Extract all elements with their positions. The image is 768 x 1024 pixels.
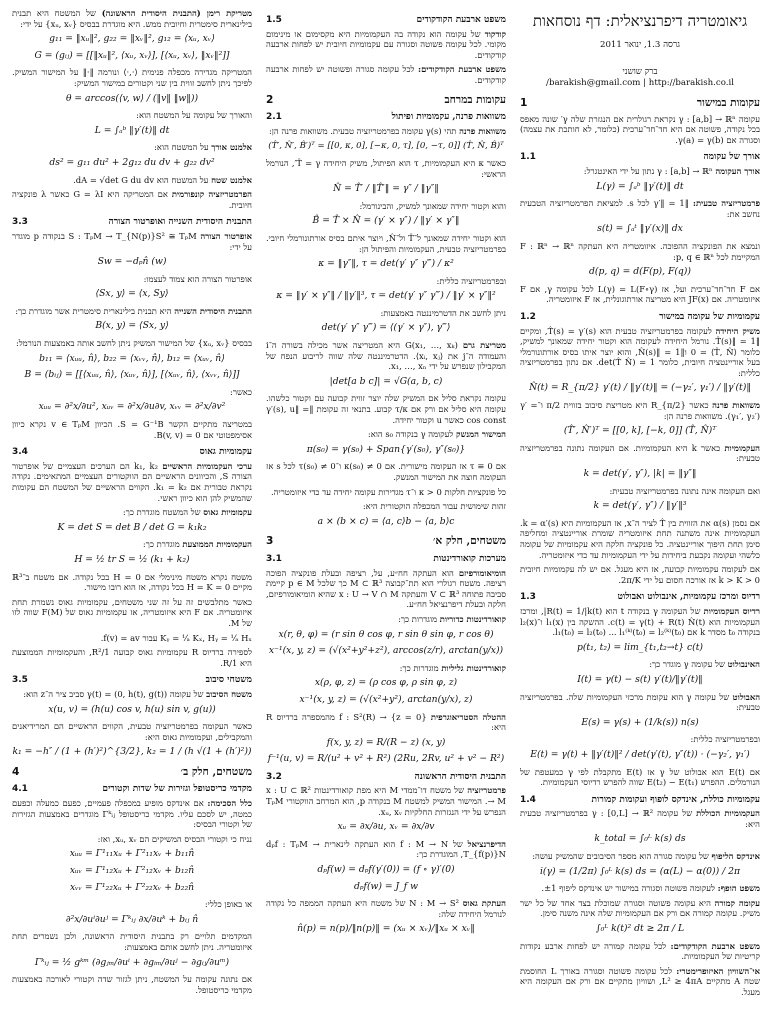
paragraph-text: של המשטח היא תבנית בילינארית סימטרית וחיובית ממש. היא מוגדרת בבסיס {xᵤ, xᵥ} על ידי: [12, 8, 252, 29]
defined-term: רדיוס העקמומיות [703, 605, 760, 616]
paragraph [12, 931, 252, 952]
page-title: גיאומטריה דיפרנציאלית: דף נוסחאות [532, 12, 748, 30]
paragraph-text: במטריצה מתקיים הקשר S = G⁻¹B. הכיוון v ∈ TₚM נקרא כיוון אסימפטוטי אם B(v, v) = 0. [12, 419, 252, 440]
defined-term: אינדקס הליפוף [711, 851, 760, 862]
paragraph-text: של העקומה γ בנקודה t הוא R(t) = 1/|k(t)|, ומרכז העקמומיות הוא c(t) = γ(t) + R(t) N̂(t). ההשקה בין l₁(x) ו־l₂(x) בנקודה t₀ מסדר k אם l₁(t₀) = l₂(t₀) ... l₁⁽ᵏ⁾(t₀) = l₂⁽ᵏ⁾(t₀). [520, 605, 760, 638]
display-formula: π(s₀) = γ(s₀) + Span{γ′(s₀), γ″(s₀)} [306, 443, 466, 455]
paragraph [266, 839, 506, 860]
section-heading [266, 536, 506, 547]
paragraph-text: של f : M → N הוא העתקה לינארית dₚf : TₚM → T_{f(p)}N, המוגדרת כך: [266, 838, 506, 860]
display-formula: Γᵏᵢⱼ = ½ gᵏᵐ (∂gⱼₘ/∂uⁱ + ∂gᵢₘ/∂uʲ − ∂gᵢⱼ/∂uᵐ) [34, 956, 230, 968]
paragraph-text: של המשטח מוגדרת כך: [122, 507, 201, 518]
display-formula: p(t₁, t₂) = lim_{t₁,t₂→t} c(t) [576, 641, 704, 653]
display-formula: xᵤ = ∂x/∂u, xᵥ = ∂x/∂v [337, 821, 435, 833]
display-formula: (T̂′, N̂′)ᵀ = [[0, k], [−k, 0]] (T̂, N̂)ᵀ [563, 425, 717, 437]
paragraph [12, 306, 252, 317]
paragraph [266, 461, 506, 482]
paragraph [520, 443, 760, 464]
defined-term: משפט הופף: [717, 883, 760, 894]
column-right [520, 8, 760, 1016]
display-formula: ∂²x/∂uⁱ∂uʲ = Γᵏᵢⱼ ∂x/∂uᵏ + bᵢⱼ n̂ [65, 913, 199, 925]
paragraph [12, 597, 252, 629]
paragraph [12, 721, 252, 742]
display-formula: E(t) = γ(t) + ‖γ′(t)‖² / det(γ′(t), γ″(t)) · (−γ₂′, γ₁′) [530, 748, 750, 760]
heading-number: 3 [266, 535, 274, 548]
paragraph-text: מוגדרות כך: [399, 662, 439, 673]
paragraph [520, 400, 760, 421]
paragraph-text: Kᵧ = ⅟ₐ Kₓ, Hᵧ = ⅟ₐ Hₓ עבור f(v) = av. [100, 632, 252, 643]
paragraph-text: אם לעקומה עקמומיות קבועה, אז היא מעגל. אם יש לה עקמומיות חיובית k > K > 0 אז אורכה חסום על ידי 2π/K. [520, 564, 760, 585]
defined-term: משפט ארבעת הקודקודים: [417, 64, 506, 75]
paragraph [520, 898, 760, 919]
paragraph [266, 487, 506, 498]
display-formula: dₚf(w) = dₚf(γ′(0)) = (f ∘ γ)′(0) [317, 864, 455, 876]
paragraph-text: אם τ ≡ 0 אז העקומה מישורית. אם κ(s₀) ≠ 0 ו־τ(s₀) ≠ 0 לכל s אז העקומה חוצה את המישור המנשק. [266, 461, 506, 482]
paragraph-text: N : M → S² של משטח היא העתקה הממפה כל נקודה לנורמל היחידה שלה: [266, 898, 506, 919]
heading-title: עקמומיות גאוס [199, 447, 252, 458]
paragraph-text: אם F חד־חד־ערכית ועל, אז L(γ) = L(F∘γ) לכל עקומה γ, אם F איזומטריה. אם JF(x) היא מטריצה אורתוגונלית, אז F איזומטריה. [520, 283, 760, 305]
paragraph-text: ואם העקומה אינה נתונה בפרמטריזציה טבעית: [609, 485, 760, 496]
paragraph-text: אופרטור הצורה הוא צמוד לעצמו: [143, 273, 252, 284]
paragraph [520, 241, 760, 262]
display-formula: k_total = ∫₀ᴸ k(s) ds [594, 833, 686, 845]
display-formula: H = ½ tr S = ½ (k₁ + k₂) [74, 553, 190, 565]
paragraph-text: ניתן לחשב את הדטרמיננטה באמצעות: [380, 307, 506, 318]
paragraph-text: כל פונקציות חלקות κ > 0 ו־τ מגדירות עקומה יחידה עד כדי איזומטריה. [271, 486, 506, 497]
display-formula: κ = ‖γ″‖, τ = det(γ′ γ″ γ‴) / κ² [318, 258, 454, 270]
display-formula: ds² = g₁₁ du² + 2g₁₂ du dv + g₂₂ dv² [49, 156, 215, 168]
paragraph [266, 785, 506, 817]
paragraph [520, 564, 760, 585]
paragraph-text: G(x₁, …, xₖ) היא המטריצה אשר מכילה בשורה ה־i והעמודה ה־j את ⟨xᵢ, xⱼ⟩. הדטרמיננטה שלה שווה לריבוע הנפח של המקבילון שנפרש על ידי x₁, …, xₙ. [266, 340, 506, 372]
subsection-heading [520, 152, 760, 163]
author-contact[interactable]: barakish@gmail.com | http://barakish.co.il/ [546, 78, 734, 88]
defined-term: אלמנט שטח [211, 174, 252, 185]
paragraph-text: מוגדרות כך: [398, 613, 438, 624]
paragraph [266, 898, 506, 919]
paragraph [12, 387, 252, 398]
paragraph [266, 308, 506, 319]
heading-number: 1.4 [520, 794, 536, 805]
section-heading [266, 95, 506, 106]
heading-title: משטחי סיבוב [205, 675, 252, 686]
display-formula: ⟨Sx, y⟩ = ⟨x, Sy⟩ [95, 288, 169, 300]
column-middle [266, 8, 506, 1016]
paragraph-text: על המשטח הוא dA = √det G du dv. [73, 174, 209, 185]
display-formula: ∫₀ᴸ k(t)² dt ≥ 2π / L [595, 923, 685, 935]
subsection-heading [12, 217, 252, 228]
paragraph-text: זהות שימושית עבור המכפלה הוקטורית היא: [362, 501, 506, 512]
defined-term: עקמומיות גאוס [203, 507, 252, 518]
paragraph [520, 284, 760, 305]
paragraph-text: γ : [a,b] → ℝⁿ נתון על ידי האינטגרל: [583, 165, 713, 176]
paragraph-text: ובפרמטריזציה כללית: [690, 734, 760, 745]
paragraph [12, 798, 252, 830]
defined-term: העקמומיות הכוללת [696, 808, 760, 819]
paragraph-text: לעקומה בפרמטריזציה טבעית הוא T̂(s) = γ′(s), ומקיים ‖T̂(s)‖ = 1. נורמל היחידה לעקומה הוא וקטור יחידה שמאונך למשיק, כלומר ⟨T̂, N̂⟩ = 0 ו‖N̂(s)‖ = 1, והוא יוצר איתו בסיס אורתונורמלי בעל אוריינטציה חיובית, כלומר det(T̂ N̂) = 1. אם נתון בפרמטריזציה כללית: [520, 325, 760, 378]
display-formula: det(γ′ γ″ γ‴) = ⟨(γ′ × γ″), γ‴⟩ [321, 322, 451, 334]
paragraph-text: והוא וקטור יחידה שמאונך למשיק, והבינורמל: [359, 200, 506, 211]
heading-number: 1.1 [520, 152, 536, 163]
heading-number: 1.3 [520, 592, 536, 603]
defined-term: הומיאומורפיזם [458, 567, 506, 578]
heading-number: 1 [520, 97, 528, 109]
heading-title: מקדמי כריסטופל וגזירות של שדות וקטורים [102, 784, 252, 795]
defined-term: העקמומיות הממוצעת [182, 539, 252, 550]
defined-term: אי־השוויון האיזופרימטרי: [676, 965, 760, 976]
display-formula: k₁ = −h″ / (1 + (h′)²)^{3/2}, k₂ = 1 / (h √(1 + (h′)²)) [12, 746, 252, 758]
paragraph [12, 338, 252, 349]
heading-number: 2.1 [266, 112, 282, 123]
display-formula: k = det(γ′, γ″) / ‖γ′‖³ [593, 500, 687, 512]
heading-title: התבנית היסודית הראשונה [414, 771, 506, 782]
display-formula: f(x, y, z) = R/(R − z) (x, y) [326, 736, 446, 748]
paragraph-text: כאשר: [230, 386, 252, 397]
defined-term: עקומה קמורה [714, 897, 760, 908]
defined-term: משוואות פרנה [712, 400, 760, 411]
heading-number: 3.1 [266, 553, 282, 564]
display-formula: L = ∫ₐᵇ ‖γ′(t)‖ dt [94, 124, 170, 136]
display-formula: b₁₁ = ⟨xᵤᵤ, n̂⟩, b₂₂ = ⟨xᵥᵥ, n̂⟩, b₁₂ = ⟨xᵤᵥ, n̂⟩ [39, 352, 225, 364]
subsection-heading [266, 772, 506, 783]
paragraph [12, 834, 252, 845]
heading-title: משפט ארבעת הקודקודים [416, 15, 506, 25]
defined-term: העקמומיות [724, 442, 760, 453]
heading-title: משטחים, חלק ב׳ [180, 765, 252, 778]
paragraph-text: ונמצא את הפונקציה ההפוכה. איזומטריה היא העתקה F : ℝⁿ → ℝⁿ המקיימת לכל p, q ∈ ℝⁿ: [520, 240, 760, 262]
paragraph [266, 158, 506, 179]
display-formula: x⁻¹(x, y, z) = (√(x²+y²+z²), arccos(z/r), arctan(y/x)) [268, 645, 504, 657]
heading-number: 3.5 [12, 675, 28, 686]
paragraph [12, 110, 252, 121]
defined-term: העתקת גאוס [462, 898, 506, 909]
display-formula: N̂ = T̂′ / ‖T̂′‖ = γ″ / ‖γ″‖ [333, 183, 439, 195]
paragraph [12, 142, 252, 153]
paragraph-text: אם נסמן α(s) את הזווית בין T̂ לציר ה־x, אז העקמומיות היא k = α′(s). העקמומיות אינה משתנה תחת איזומטריה שומרת אוריינטציה ומחליפה סימן תחת היפוך אוריינטציה. כל פונקציה חלקה היא עקמומיות של עקומה כלשהי ועקומה נקבעת ביחידות על ידי העקמומיות עד כדי איזומטריה. [520, 517, 760, 560]
paragraph-text: כאשר κ היא העקמומיות, τ הוא הפיתול, משיק היחידה T̂ = γ′, הנורמל הראשי: [266, 157, 506, 179]
paragraph-text: בבסיס {xᵤ, xᵥ} של המישור המשיק ניתן לחשב אותה באמצעות הנורמל: [15, 338, 252, 349]
paragraph [520, 941, 760, 962]
paragraph-text: עקומה γ : [a,b] → ℝⁿ נקראת רגולרית אם הנגזרת שלה γ′ שונה מאפס בכל נקודה, פשוטה אם היא חד־חד־ערכית (כלומר, לא חותכת את עצמה) וסגורה אם γ(a) = γ(b). [520, 113, 760, 145]
heading-title: אורך של עקומה [703, 152, 760, 163]
paragraph-text: המקדמים תלויים רק בתבנית היסודית הראשונה, ולכן נשמרים תחת איזומטריה. ניתן לחשב אותם באמצעות: [12, 931, 252, 952]
paragraph [266, 614, 506, 625]
paragraph [520, 326, 760, 379]
heading-number: 3.2 [266, 771, 282, 782]
display-formula: x(r, θ, φ) = (r sin θ cos φ, r sin θ sin φ, r cos θ) [278, 628, 494, 640]
defined-term: אופרטור הצורה [200, 230, 252, 241]
paragraph [520, 808, 760, 829]
paragraph-text: והאורך של עקומה על המשטח הוא: [136, 110, 252, 121]
paragraph [520, 486, 760, 497]
subsection-heading [266, 15, 506, 26]
paragraph [12, 175, 252, 186]
paragraph-text: אם E(t) הוא אבולוט של γ אז E(t) מתקבלת לפי γ כמעטפת של הנורמלים. ההפרש E(t₂) − E(t₁) שווה להפרש רדיוסי העקמומיות. [520, 766, 760, 788]
defined-term: ההטלה הסטריאוגרפית [430, 711, 506, 722]
paragraph-text: הוא העתקה חח״ע, על, רציפה ובעלת פונקציה הפוכה רציפה. משטח רגולרי הוא תת־קבוצה M ⊂ ℝ³ כך שלכל p ∈ M קיימת סביבה פתוחה V ⊂ ℝ³ והעתקה x : U → V ∩ M שהיא הומיאומורפיזם, חלקה ובעלת דיפרנציאל חח״ע. [266, 567, 506, 610]
paragraph [12, 189, 252, 210]
paragraph [12, 689, 252, 700]
display-formula: xᵥᵥ = Γ¹₂₂xᵤ + Γ²₂₂xᵥ + b₂₂n̂ [69, 881, 195, 893]
paragraph-text: משטח נקרא משטח מינימלי אם H = 0 בכל נקודה. אם משטח ב־ℝ³ מקיים H = K = 0 בכל נקודה, אז הוא רובו מישור. [12, 571, 252, 593]
defined-term: קואורדינטות גליליות [441, 662, 506, 673]
display-formula: dₚf(w) = J_f w [354, 880, 418, 892]
heading-title: עקמומיות של עקומה במישור [659, 311, 760, 322]
heading-title: עקומות במישור [696, 97, 760, 109]
paragraph [266, 64, 506, 85]
display-formula: E(s) = γ(s) + (1/k(s)) n(s) [581, 716, 699, 728]
paragraph [12, 419, 252, 440]
display-formula: L(γ) = ∫ₐᵇ ‖γ′(t)‖ dt [596, 180, 684, 192]
paragraph [266, 712, 506, 733]
display-formula: g₁₁ = ‖xᵤ‖², g₂₂ = ‖xᵥ‖², g₁₂ = ⟨xᵤ, xᵥ⟩ [49, 33, 215, 45]
heading-number: 1.2 [520, 311, 536, 322]
paragraph [520, 606, 760, 638]
paragraph-text: הוא וקטור יחידה שמאונך ל־T̂ ול־N̂, ויוצר איתם בסיס אורתונורמלי חיובי. בפרמטריזציה טבעית, העקמומיות והפיתול הן: [266, 232, 506, 254]
paragraph [12, 572, 252, 593]
paragraph-text: ‖γ′‖ = 1 לכל s. למציאת הפרמטריזציה הטבעית נחשב את: [520, 198, 760, 219]
display-formula: a × (b × c) = ⟨a, c⟩b − ⟨a, b⟩c [317, 515, 455, 527]
display-formula: θ = arccos(⟨v, w⟩ / (‖v‖ ‖w‖)) [65, 92, 199, 104]
subsection-heading [520, 312, 760, 323]
heading-number: 2 [266, 93, 274, 106]
display-formula: B̂ = T̂ × N̂ = (γ′ × γ″) / ‖γ′ × γ″‖ [312, 215, 460, 227]
display-formula: B = (bᵢⱼ) = [[⟨xᵤᵤ, n̂⟩, ⟨xᵤᵥ, n̂⟩], [⟨xᵤᵥ, n̂⟩, ⟨xᵥᵥ, n̂⟩]] [24, 369, 240, 381]
paragraph [520, 114, 760, 146]
version-line: גרסה 1.3, ינואר 2011 [600, 40, 680, 50]
paragraph-text: של עקומה γ מוגדר כך: [649, 659, 725, 670]
defined-term: מטריצת גרם [462, 340, 506, 351]
paragraph [12, 633, 252, 644]
display-formula: (T̂′, N̂′, B̂′)ᵀ = [[0, κ, 0], [−κ, 0, τ], [0, −τ, 0]] (T̂, N̂, B̂)ᵀ [268, 141, 504, 152]
display-formula: xᵤᵤ = Γ¹₁₁xᵤ + Γ²₁₁xᵥ + b₁₁n̂ [69, 848, 195, 860]
defined-term: אורך העקומה [715, 165, 760, 176]
defined-term: האבולוט [732, 691, 760, 702]
paragraph-text: כאשר R_{π/2} היא מטריצת סיבוב בזווית π/2 ו־γ′ = (γ₁′, γ₂′). משוואות פרנה הן: [520, 400, 760, 421]
display-formula: x(ρ, φ, z) = (ρ cos φ, ρ sin φ, z) [314, 677, 458, 689]
paragraph-text: או באופן כללי: [204, 899, 252, 910]
heading-number: 1.5 [266, 15, 282, 25]
paragraph [12, 539, 252, 550]
paragraph-text: עקומה נקראת סליל אם המשיק שלה יוצר זווית קבועה עם וקטור כלשהו. עקומה היא סליל אם ורק אם τ/κ קבוע. בתנאי זה עקומת ‖γ′(s), u‖ = cos const כאשר u וקטור יחידה. [266, 393, 506, 425]
display-formula: d(p, q) = d(F(p), F(q)) [589, 266, 691, 278]
paragraph [520, 966, 760, 998]
paragraph-text: המטריקה מגדירה מכפלה פנימית ⟨·,·⟩ ונורמה ‖·‖ על המישור המשיק. לפיכך ניתן לחשב זווית בין שני וקטורים במישור המשיק: [12, 67, 252, 88]
paragraph [520, 659, 760, 670]
display-formula: K = det S = det B / det G = k₁k₂ [57, 521, 207, 533]
defined-term: פרמטריזציה [467, 785, 506, 796]
defined-term: אלמנט אורך [211, 142, 252, 153]
paragraph-text: תהי γ(s) עקומה בפרמטריזציה טבעית. משוואות פרנה הן: [268, 125, 457, 136]
paragraph [266, 233, 506, 254]
paragraph [12, 647, 252, 668]
column-left [12, 8, 252, 1016]
paragraph [266, 663, 506, 674]
defined-term: כלל הסכימה: [207, 798, 252, 809]
paragraph-text: היא עקומה פשוטה וסגורה שמוכלת בצד אחד של כל ישר משיק. עקומה קמורה אם ורק אם העקמומיות שלה אינה משנה סימן. [520, 897, 760, 919]
subsection-heading [12, 784, 252, 795]
display-formula: s(t) = ∫ₐᵗ ‖γ′(x)‖ dx [597, 223, 683, 235]
paragraph-text: לכל עקומה פשוטה וסגורה באורך L החוסמת שטח A מתקיים L² ≥ 4πA, ושוויון מתקיים אם ורק אם העקומה היא מעגל. [520, 965, 760, 997]
paragraph-text: כאשר מתלבשים זה על זה שני משטחים, עקמומיות גאוס נשמרת תחת איזומטריה. אם F היא איזומטריה, אז עקמומיות גאוס של F(M) שווה לזו של M. [12, 596, 252, 628]
paragraph-text: של עקומה סגורה הוא מספר הסיבובים שהמשיק עושה: [532, 851, 709, 862]
defined-term: משוואות פרנה [459, 125, 506, 136]
paragraph [520, 734, 760, 745]
defined-term: פרמטריזציה טבעית: [692, 198, 760, 209]
paragraph [520, 198, 760, 219]
display-formula: i(γ) = (1/2π) ∫₀ᴸ k(s) ds = (α(L) − α(0)) / 2π [539, 865, 740, 877]
paragraph [266, 29, 506, 61]
paragraph [266, 429, 506, 440]
paragraph-text: של עקומה γ הוא עקומת מרכזי העקמומיות שלה. בפרמטריזציה טבעית: [520, 691, 760, 713]
paragraph [12, 67, 252, 88]
defined-term: מטריקת רימן (התבנית היסודית הראשונה) [101, 8, 252, 18]
paragraph-text: k₁, k₂ הם הערכים העצמיים של אופרטור הצורה S, והכיוונים הראשיים הם הווקטורים העצמיים המתאימים. נקודה נקראת טבורית אם k₁ = k₂. הקווים הראשיים של המשטח הם עקומות שהמשיק להן הוא כיוון ראשי. [12, 460, 252, 503]
defined-term: משפט ארבעת הקודקודים: [670, 940, 760, 951]
heading-number: 3.3 [12, 217, 28, 228]
paragraph [12, 507, 252, 518]
paragraph-text: של עקומה γ : [0,L] → ℝ² בפרמטריזציה טבעית היא: [520, 808, 760, 829]
display-formula: x⁻¹(x, y, z) = (√(x²+y²), arctan(y/x), z) [299, 693, 473, 705]
paragraph [266, 340, 506, 372]
display-formula: B(x, y) = ⟨Sx, y⟩ [95, 320, 169, 332]
heading-number: 3.4 [12, 447, 28, 458]
subsection-heading [520, 592, 760, 603]
paragraph [266, 276, 506, 287]
heading-title: רדיוס ומרכז עקמומיות, אינבולוט ואבולוט [617, 592, 760, 603]
paragraph [12, 461, 252, 503]
defined-term: משיק היחידה [715, 325, 760, 336]
paragraph-text: אם אינדקס מופיע במכפלה פעמיים, כפעם כמעלה וכפעם כמטה, יש לסכם עליו. מקדמי כריסטופל Γᵏᵢⱼ מוגדרים באמצעות הגזירות של וקטורי הבסיס: [12, 798, 252, 830]
heading-title: עקומות במרחב [444, 93, 506, 106]
heading-title: התבנית היסודית השנייה ואופרטור הצורה [108, 217, 252, 228]
paragraph-text: כאשר k היא העקמומיות. אם העקומה נתונה בפרמטריזציה טבעית: [520, 442, 760, 464]
paragraph-text: f : S²(R) → {z = 0} מהמספרה ברדיוס R היא: [266, 711, 506, 733]
heading-number: 4 [12, 765, 20, 778]
display-formula: xᵤᵤ = ∂²x/∂u², xᵤᵥ = ∂²x/∂u∂v, xᵥᵥ = ∂²x/∂v² [38, 401, 226, 413]
paragraph-text: של משטח דו־ממדי M היא מפת קואורדינטות x : U ⊂ ℝ² → M. המישור המשיק למשטח M בנקודה p, הוא המרחב הווקטורי TₚM הנפרש על ידי הנגזרות החלקיות xᵤ, xᵥ. [266, 785, 506, 817]
display-formula: x(u, v) = (h(u) cos v, h(u) sin v, g(u)) [48, 703, 216, 715]
defined-term: הדיפרנציאל [467, 838, 506, 849]
paragraph-text: על המשטח הוא: [154, 142, 209, 153]
paragraph-text: לעקומה פשוטה וסגורה במישור יש אינדקס ליפוף ±1. [541, 883, 715, 894]
display-formula: N̂(t) = R_{π/2} γ′(t) / ‖γ′(t)‖ = (−γ₂′, γ₁′) / ‖γ′(t)‖ [529, 382, 751, 394]
paragraph [520, 692, 760, 713]
paragraph-text: נניח כי וקטורי הבסיס המשיקים הם xᵤ, xᵥ, ואז: [97, 833, 252, 844]
paragraph-text: מוגדרת כך: [142, 539, 180, 550]
paragraph [520, 518, 760, 560]
paragraph-text: S : TₚM → T_{N(p)}S² ≅ TₚM בנקודה p מוגדר על ידי: [12, 230, 252, 252]
heading-title: משוואות פרנה, עקמומיות ופיתול [391, 112, 506, 123]
subsection-heading [12, 447, 252, 458]
heading-title: עקמומיות כוללת, אינדקס לופוף ועקומות קמורות [591, 794, 760, 805]
display-formula: G = (gᵢⱼ) = [[‖xᵤ‖², ⟨xᵤ, xᵥ⟩], [⟨xᵤ, xᵥ⟩, ‖xᵥ‖²]] [34, 49, 230, 61]
paragraph [12, 974, 252, 995]
paragraph-text: ובפרמטריזציה כללית: [436, 275, 506, 286]
paragraph-text: כאשר העקומה בפרמטריזציה טבעית, הקווים הראשיים הם המרידיאנים והמקבילים, ועקמומיות גאוס היא: [12, 721, 252, 742]
display-formula: f⁻¹(u, v) = R/(u² + v² + R²) (2Ru, 2Rv, u² + v² − R²) [267, 753, 505, 765]
paragraph [266, 501, 506, 512]
defined-term: התבנית היסודית השנייה [174, 305, 252, 316]
defined-term: הפרמטריזציה קונפורמית [171, 189, 252, 200]
paragraph-text: היא תבנית בילינארית סימטרית אשר מוגדרת כך: [15, 305, 172, 316]
paragraph [266, 126, 506, 137]
heading-title: משטחים, חלק א׳ [432, 535, 506, 548]
heading-title: מערכות קואורדינטות [433, 553, 506, 564]
heading-number: 4.1 [12, 784, 28, 795]
paragraph-text: לעקומה γ בנקודה s₀ הוא: [367, 429, 454, 440]
display-formula: Sw = −dₚn̂ (w) [97, 256, 167, 268]
subsection-heading [266, 112, 506, 123]
subsection-heading [266, 554, 506, 565]
display-formula: k = det(γ′, γ″), |k| = ‖γ″‖ [583, 468, 697, 480]
paragraph [266, 201, 506, 212]
paragraph [12, 8, 252, 29]
defined-term: קואורדינטות כדוריות [439, 613, 506, 624]
section-heading [520, 98, 760, 109]
paragraph [266, 568, 506, 610]
paragraph [12, 274, 252, 285]
paragraph [12, 899, 252, 910]
paragraph-text: לכל עקומה סגורה ופשוטה יש לפחות ארבעה קודקודים. [266, 64, 506, 85]
paragraph [520, 767, 760, 788]
paragraph [520, 851, 760, 862]
paragraph-text: לספירה ברדיוס R עקמומיות גאוס קבועה 1/R², והעקמומיות הממוצעת היא 1/R. [12, 647, 252, 668]
defined-term: המישור המנשק [456, 429, 506, 440]
paragraph [520, 166, 760, 177]
paragraph [520, 883, 760, 894]
display-formula: |det[a b c]| = √G(a, b, c) [329, 375, 443, 387]
defined-term: משטח הסיבוב [206, 688, 252, 699]
author-name: ברק שושני [622, 67, 658, 77]
paragraph-text: לכל עקומה קמורה יש לפחות ארבע נקודות קריטיות של העקמומיות. [520, 940, 760, 962]
section-heading [12, 767, 252, 778]
paragraph-text: אם נתונה עקומה על המשטח, ניתן לגזור שדה וקטורי לאורכה באמצעות מקדמי כריסטופל. [12, 974, 252, 995]
paragraph [12, 231, 252, 252]
subsection-heading [520, 795, 760, 806]
paragraph-text: של עקומה הוא נקודה בה העקמומיות היא מקסימום או מינימום מקומי. לכל עקומה פשוטה וסגורה עם עקמומיות חיובית יש לפחות ארבעה קודקודים. [266, 28, 506, 60]
display-formula: κ = ‖γ′ × γ″‖ / ‖γ′‖³, τ = det(γ′ γ″ γ‴) / ‖γ′ × γ″‖² [276, 290, 496, 302]
defined-term: ערכי העקמומיות הראשיים [162, 460, 252, 471]
defined-term: קודקוד [484, 28, 506, 39]
paragraph-text: של עקומה γ(t) = (0, h(t), g(t)) סביב ציר ה־z הוא: [23, 688, 204, 699]
paragraph [266, 393, 506, 425]
defined-term: האינבולוט [727, 659, 760, 670]
display-formula: xᵤᵥ = Γ¹₁₂xᵤ + Γ²₁₂xᵥ + b₁₂n̂ [69, 865, 195, 877]
subsection-heading [12, 675, 252, 686]
display-formula: I(t) = γ(t) − s(t) γ′(t)/‖γ′(t)‖ [577, 673, 703, 685]
display-formula: n̂(p) = n(p)/‖n(p)‖ = (xᵤ × xᵥ)/‖xᵤ × xᵥ‖ [297, 923, 475, 935]
paragraph-text: אם המטריקה היא G = λI כאשר λ פונקציה חיובית. [12, 189, 252, 210]
